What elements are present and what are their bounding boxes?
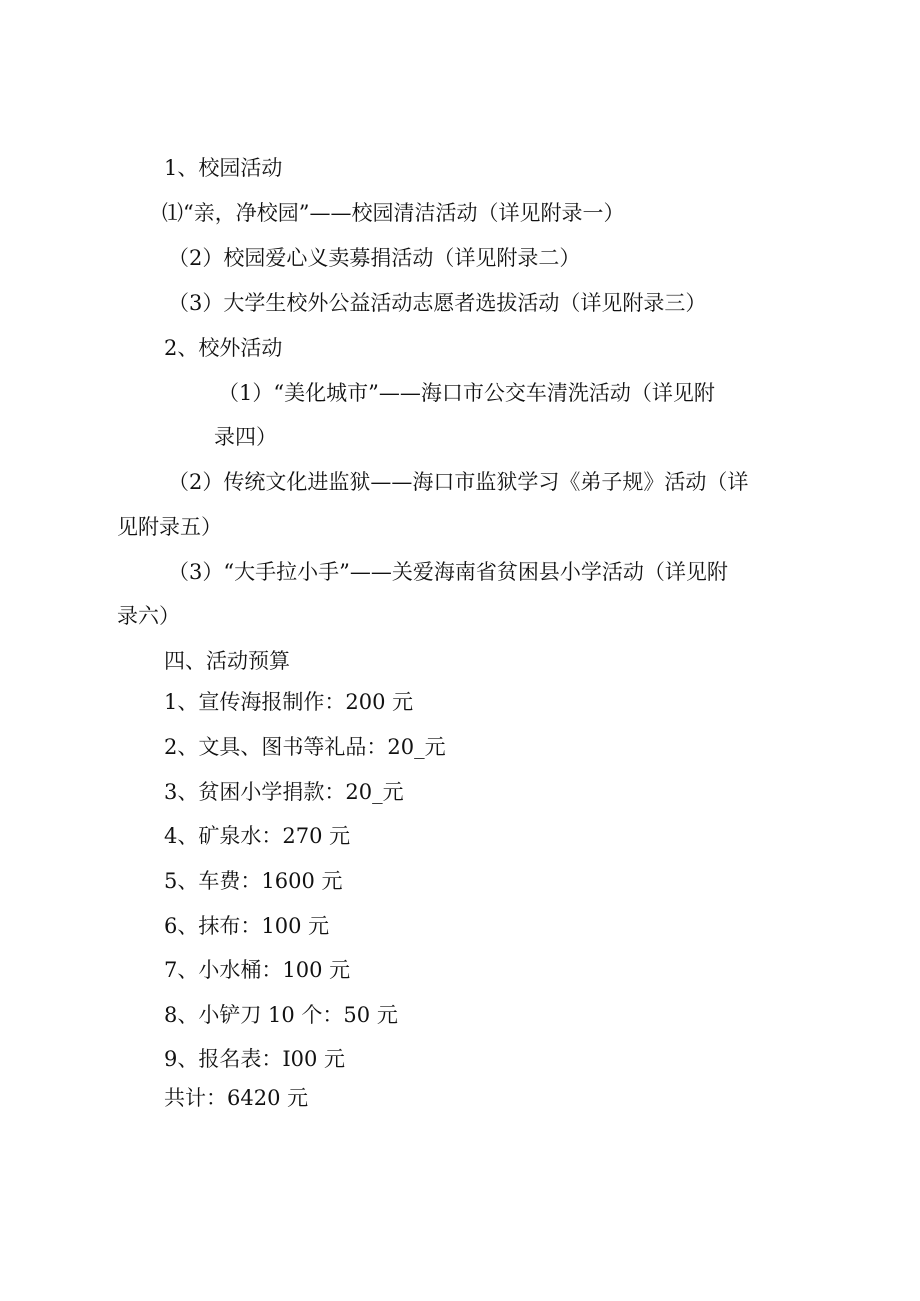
offcampus-item-bus-cleaning-line1: （1）“美化城市”——海口市公交车清洗活动（详见附	[218, 381, 715, 405]
campus-item-charity-sale: （2）校园爱心义卖募捐活动（详见附录二）	[168, 246, 581, 270]
campus-item-clean-campus: ⑴“亲，净校园”——校园清洁活动（详见附录一）	[162, 201, 625, 225]
budget-item-registration-forms: 9、报名表：I00 元	[164, 1047, 346, 1071]
budget-item-posters: 1、宣传海报制作：200 元	[164, 690, 414, 714]
budget-item-cloths: 6、抹布：100 元	[164, 914, 330, 938]
campus-item-volunteer-selection: （3）大学生校外公益活动志愿者选拔活动（详见附录三）	[168, 291, 707, 315]
budget-total: 共计：6420 元	[164, 1086, 309, 1110]
campus-activities-heading: 1、校园活动	[164, 156, 283, 180]
budget-item-buckets: 7、小水桶：100 元	[164, 958, 351, 982]
offcampus-activities-heading: 2、校外活动	[164, 336, 283, 360]
budget-item-school-donation: 3、贫困小学捐款：20_元	[164, 780, 404, 804]
budget-item-scrapers: 8、小铲刀 10 个：50 元	[164, 1003, 398, 1027]
offcampus-item-bus-cleaning-line2: 录四）	[214, 425, 277, 449]
offcampus-item-rural-school-line2: 录六）	[117, 604, 180, 628]
budget-item-mineral-water: 4、矿泉水：270 元	[164, 824, 351, 848]
budget-heading: 四、活动预算	[164, 649, 290, 673]
budget-item-transport: 5、车费：1600 元	[164, 869, 343, 893]
budget-item-stationery-gifts: 2、文具、图书等礼品：20_元	[164, 735, 446, 759]
offcampus-item-prison-culture-line1: （2）传统文化进监狱——海口市监狱学习《弟子规》活动（详	[168, 470, 749, 494]
offcampus-item-prison-culture-line2: 见附录五）	[117, 515, 222, 539]
offcampus-item-rural-school-line1: （3）“大手拉小手”——关爱海南省贫困县小学活动（详见附	[168, 560, 728, 584]
